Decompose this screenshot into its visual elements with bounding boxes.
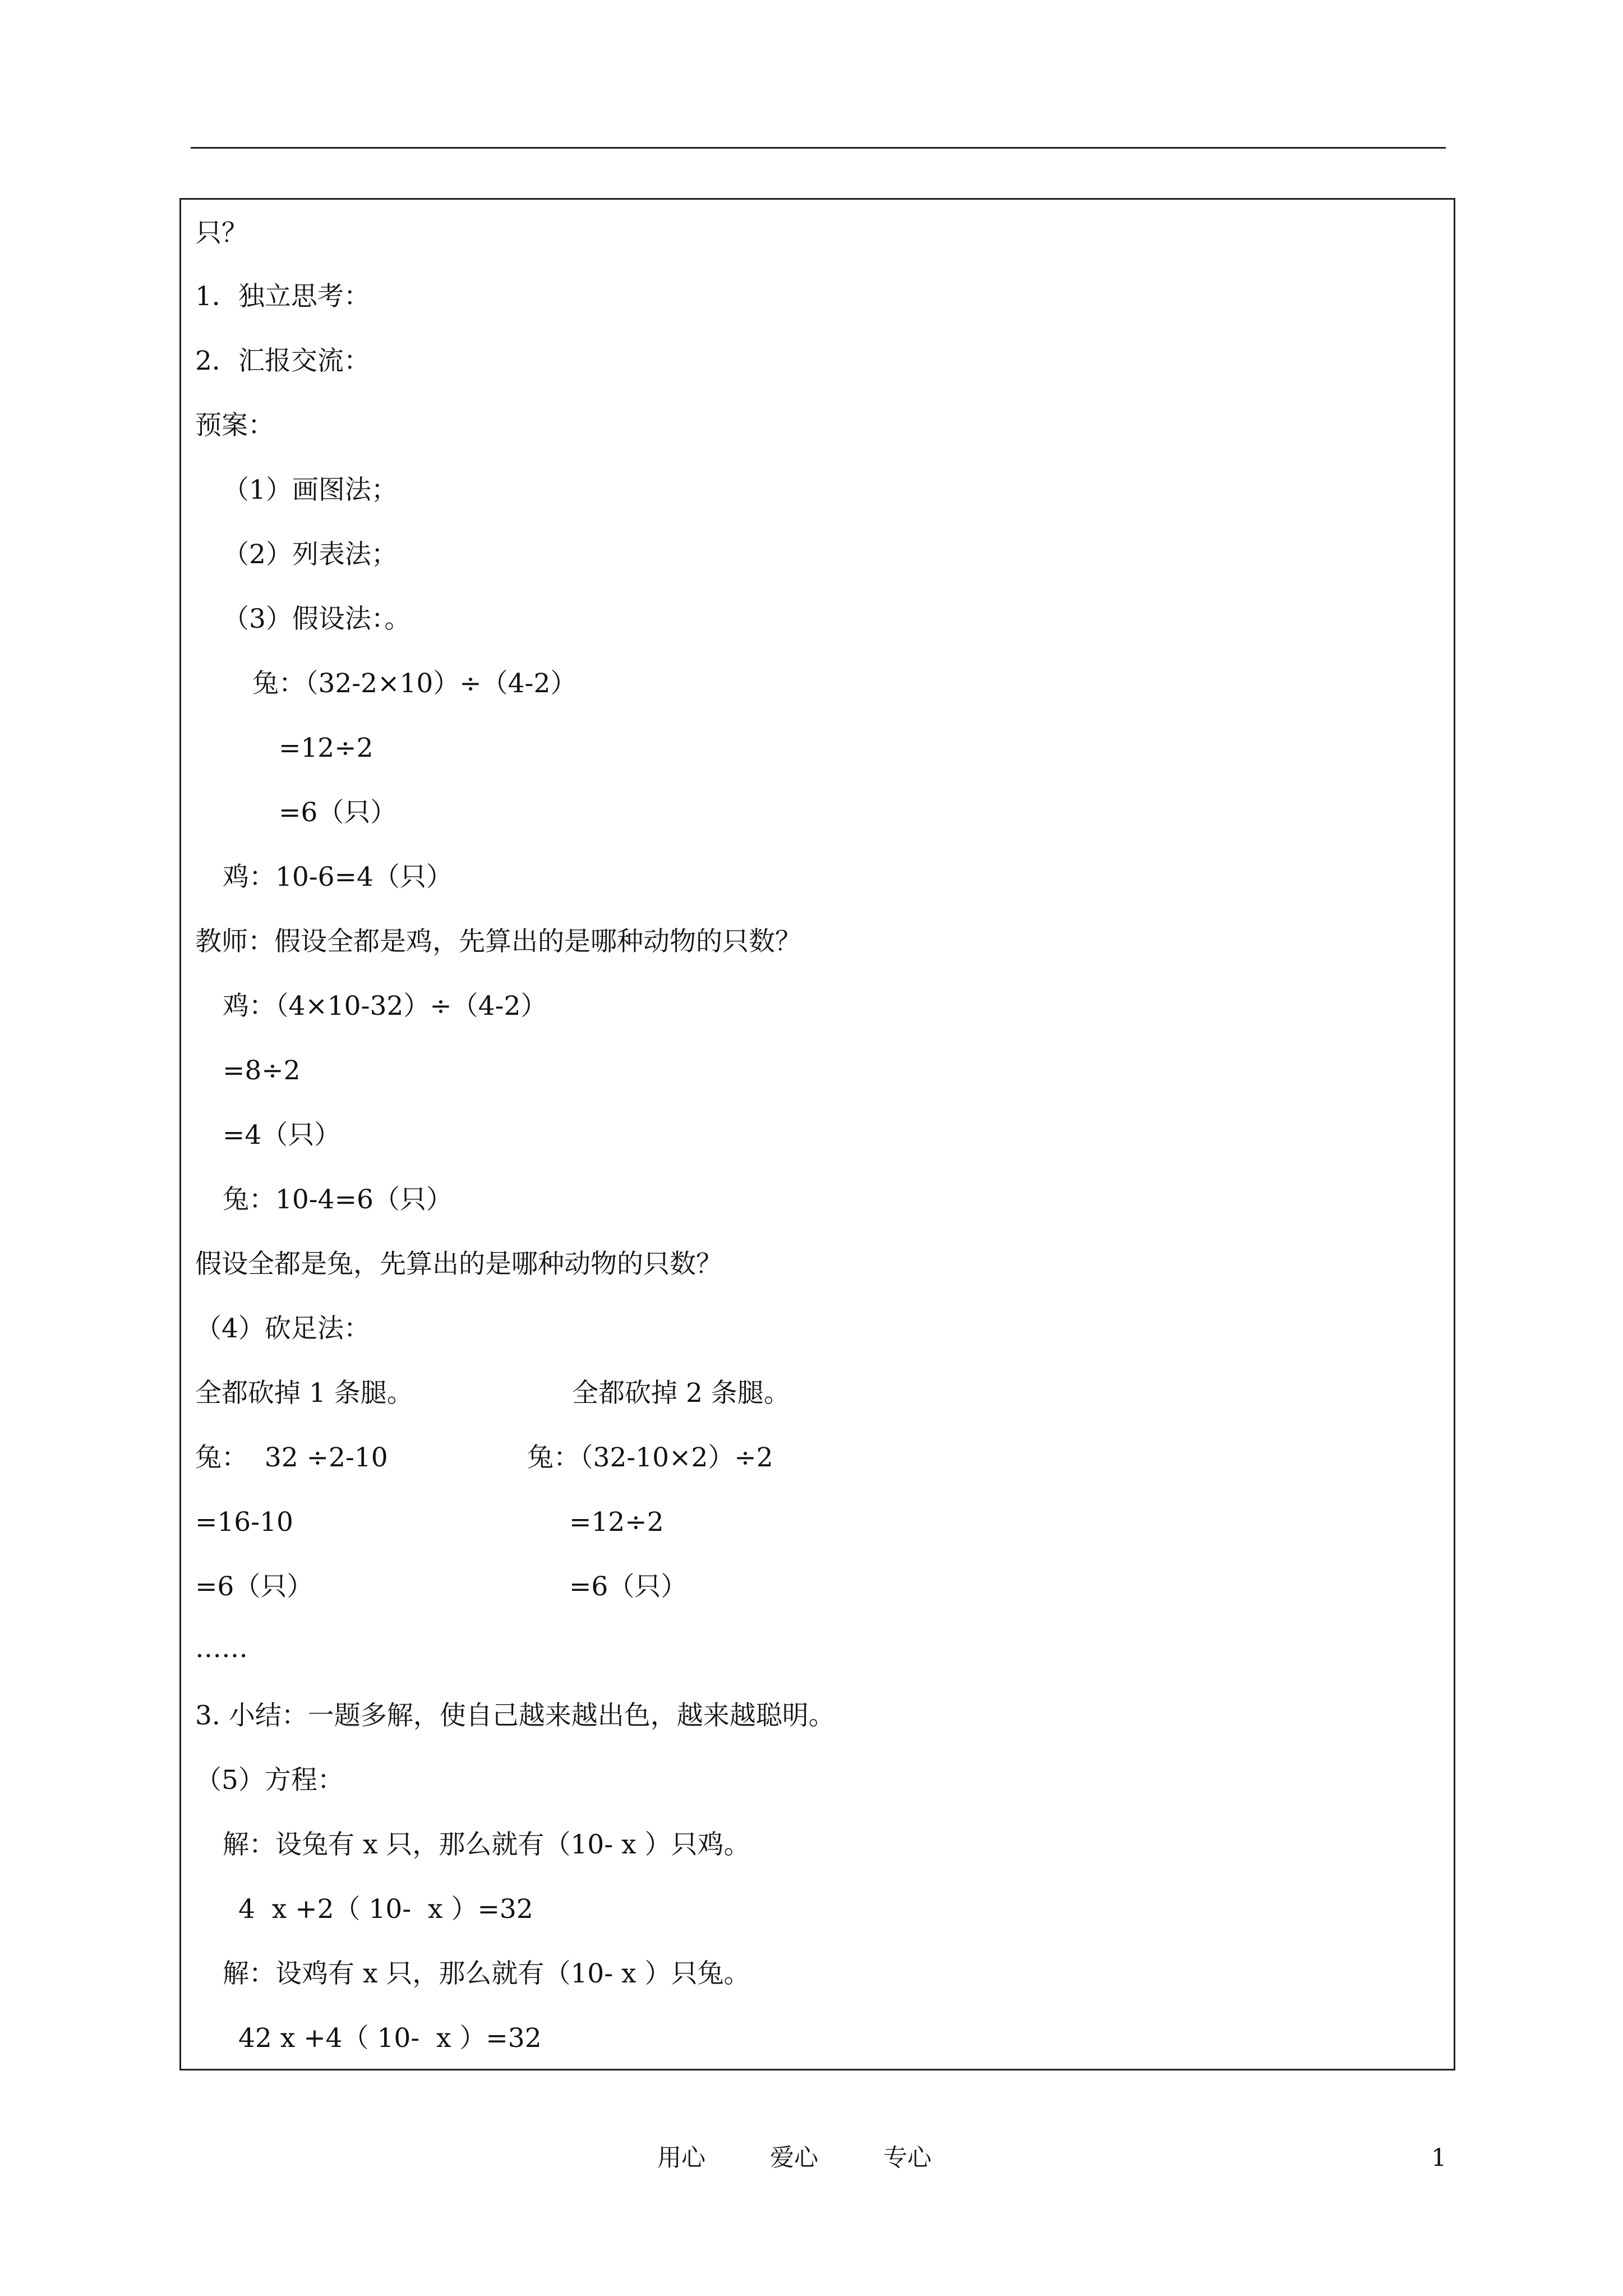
footer-motto-3: 专心 [883, 2144, 932, 2172]
chicken-step-result: =4（只） [223, 1120, 341, 1151]
teacher-question: 教师：假设全都是鸡，先算出的是哪种动物的只数？ [195, 926, 801, 957]
step-independent-thinking: 1．独立思考： [195, 281, 370, 312]
equation-chicken-setup: 解：设鸡有 x 只，那么就有（10- x ）只兔。 [223, 1958, 750, 1989]
footer-motto-1: 用心 [657, 2144, 706, 2172]
cut-one-formula: 兔： 32 ÷2-10 [195, 1442, 388, 1473]
assume-rabbit-question: 假设全都是兔，先算出的是哪种动物的只数？ [195, 1249, 722, 1280]
text-line-continuation: 只？ [195, 218, 248, 249]
summary: 3. 小结：一题多解，使自己越来越出色，越来越聪明。 [195, 1700, 835, 1731]
method-assumption: （3）假设法：。 [223, 604, 411, 634]
plan-heading: 预案： [195, 410, 274, 441]
step-report-exchange: 2．汇报交流： [195, 346, 370, 376]
method-cut-legs: （4）砍足法： [195, 1313, 370, 1344]
rabbit-from-chicken: 兔：10-4=6（只） [223, 1184, 453, 1215]
cut-two-formula: 兔：（32-10×2）÷2 [527, 1442, 773, 1473]
header-rule [191, 147, 1446, 149]
rabbit-formula: 兔：（32-2×10）÷（4-2） [252, 668, 577, 699]
ellipsis: …… [195, 1633, 248, 1664]
cut-two-result: =6（只） [569, 1571, 688, 1602]
footer-motto-2: 爱心 [770, 2144, 818, 2172]
cut-two-step: =12÷2 [569, 1507, 664, 1538]
method-drawing: （1）画图法； [223, 475, 398, 505]
cut-one-step: =16-10 [195, 1507, 293, 1538]
cut-one-leg: 全都砍掉 1 条腿。 [195, 1378, 413, 1409]
equation-rabbit: 4 x +2（ 10- x ）=32 [238, 1894, 533, 1925]
cut-one-result: =6（只） [195, 1571, 313, 1602]
chicken-formula: 鸡：（4×10-32）÷（4-2） [223, 991, 547, 1022]
cut-two-legs: 全都砍掉 2 条腿。 [572, 1378, 790, 1409]
chicken-result: 鸡：10-6=4（只） [223, 862, 453, 892]
rabbit-step-1: =12÷2 [279, 733, 374, 763]
equation-chicken: 42 x +4（ 10- x ）=32 [238, 2023, 542, 2054]
page-number: 1 [1431, 2144, 1447, 2172]
chicken-step-1: =8÷2 [223, 1055, 301, 1086]
equation-rabbit-setup: 解：设兔有 x 只，那么就有（10- x ）只鸡。 [223, 1829, 750, 1860]
method-table: （2）列表法； [223, 539, 398, 570]
method-equation: （5）方程： [195, 1765, 344, 1796]
rabbit-result: =6（只） [279, 797, 397, 828]
